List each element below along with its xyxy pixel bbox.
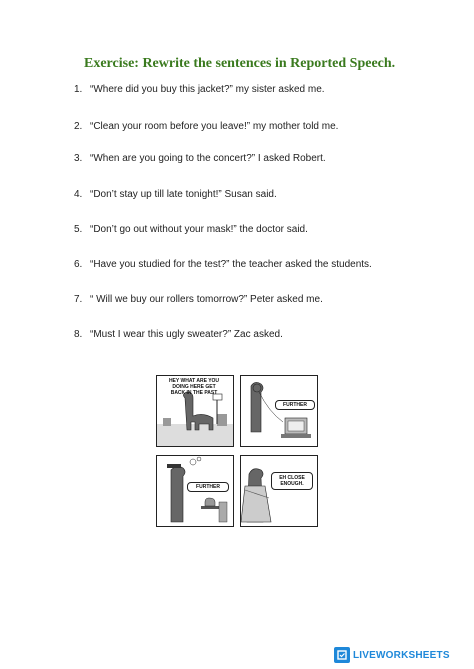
question-6 (74, 259, 372, 270)
question-4 (74, 189, 277, 200)
question-5 (74, 224, 308, 235)
question-2 (74, 121, 338, 132)
question-number: 5. (74, 224, 83, 235)
question-text: “Don’t stay up till late tonight!” Susan said. (90, 189, 277, 200)
comic-strip (156, 375, 318, 532)
question-text: “Clean your room before you leave!” my mother told me. (90, 121, 339, 132)
question-text: “When are you going to the concert?” I asked Robert. (90, 153, 326, 164)
speech-bubble-text: FURTHER (275, 400, 315, 410)
question-text: “ Will we buy our rollers tomorrow?” Peter asked me. (90, 294, 323, 305)
comic-panel-2 (240, 375, 318, 447)
question-number: 4. (74, 189, 83, 200)
question-number: 7. (74, 294, 83, 305)
speech-bubble-text: FURTHER (187, 482, 229, 492)
liveworksheets-logo-icon (334, 647, 350, 663)
comic-panel-4 (240, 455, 318, 527)
brand-name: LIVEWORKSHEETS (353, 649, 450, 661)
question-text: “Where did you buy this jacket?” my sister asked me. (90, 84, 325, 95)
dinosaur-computer-drawing (241, 376, 317, 446)
question-text: “Must I wear this ugly sweater?” Zac asked. (90, 329, 283, 340)
dinosaur-robe-drawing (241, 456, 317, 526)
question-number: 8. (74, 329, 83, 340)
question-8 (74, 329, 283, 340)
question-number: 6. (74, 259, 83, 270)
question-3 (74, 153, 326, 164)
speech-bubble-text: HEY WHAT ARE YOU DOING HERE GET BACK IN THE PAST (168, 378, 220, 396)
comic-panel-1 (156, 375, 234, 447)
question-number: 1. (74, 84, 83, 95)
speech-bubble-text: EH CLOSE ENOUGH. (271, 472, 313, 490)
question-number: 2. (74, 121, 83, 132)
question-1 (74, 84, 325, 95)
question-number: 3. (74, 153, 83, 164)
logo-glyph-icon (336, 649, 348, 661)
question-7 (74, 294, 323, 305)
question-text: “Have you studied for the test?” the teacher asked the students. (90, 259, 372, 270)
worksheet-title: Exercise: Rewrite the sentences in Reported Speech. (84, 56, 396, 71)
footer-brand (334, 645, 470, 665)
question-text: “Don’t go out without your mask!” the doctor said. (90, 224, 308, 235)
comic-panel-3 (156, 455, 234, 527)
